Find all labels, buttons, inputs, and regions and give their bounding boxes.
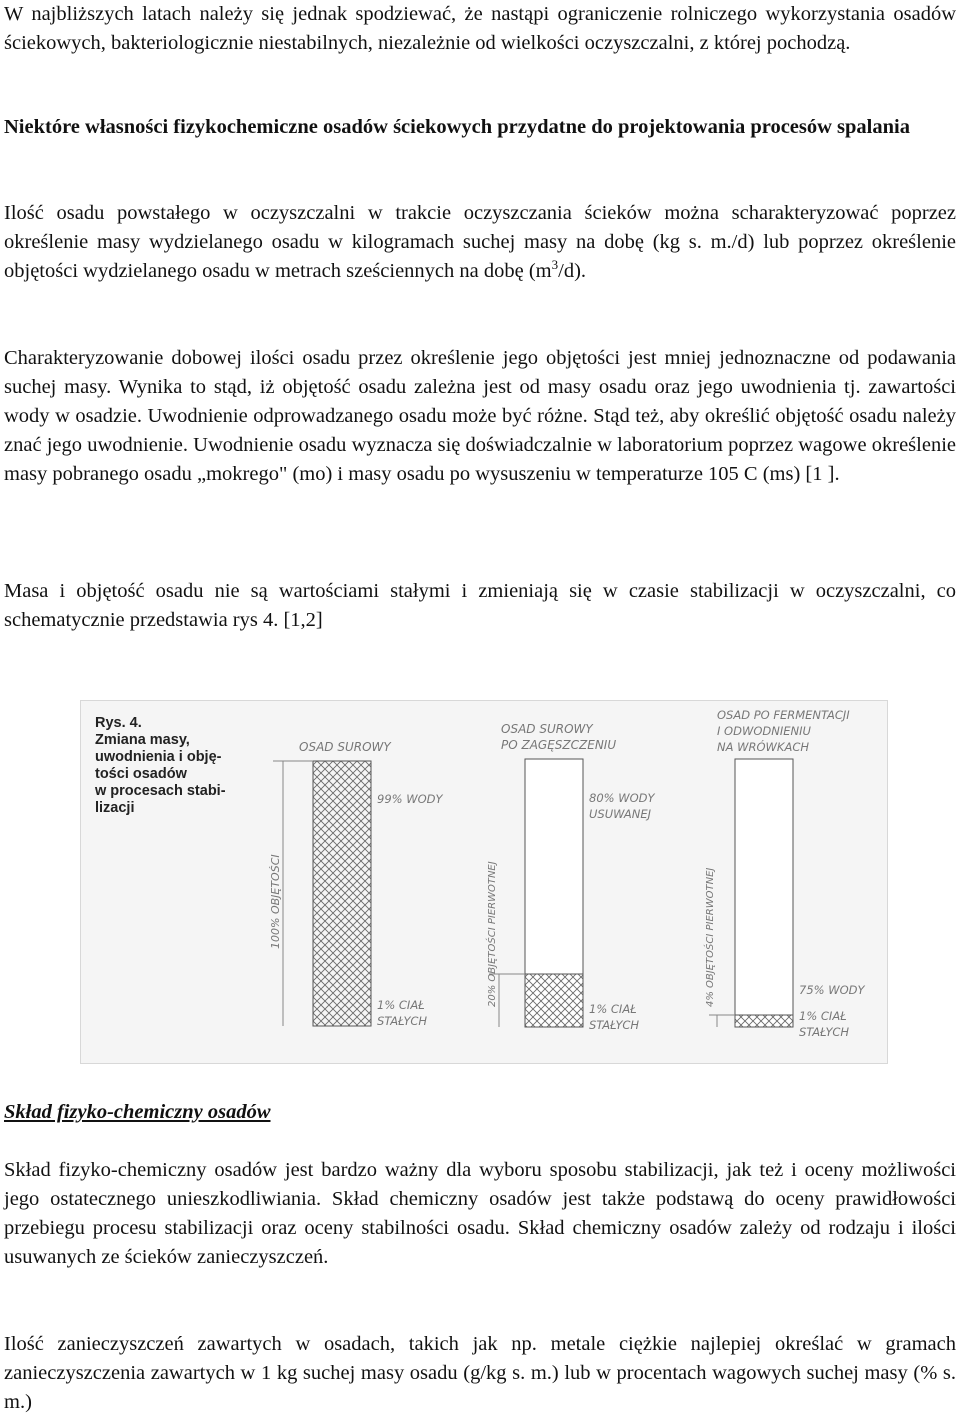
column3-outline — [735, 759, 793, 1027]
column3-bar — [735, 1015, 793, 1027]
paragraph-composition: Skład fizyko-chemiczny osadów jest bardzo ważny dla wyboru sposobu stabilizacji, jak też i oceny możliwości jego ostatecznego unieszkodliwiania. Skład chemiczny osadów jest także podstawą do oceny prawidłowości przebiegu procesu stabilizacji oraz oceny stabilności osadu. Skład chemiczny osadów zależy od rodzaju i ilości usuwanych ze ścieków zanieczyszczeń. — [4, 1159, 956, 1268]
paragraph-sludge-quantity — [4, 199, 956, 286]
column3-solids-label: STAŁYCH — [799, 1025, 849, 1039]
column3-title: NA WRÓWKACH — [717, 740, 809, 754]
column2-volume-label: 20% OBJĘTOŚCI PIERWOTNEJ — [487, 861, 498, 1007]
paragraph-intro: W najbliższych latach należy się jednak spodziewać, że nastąpi ograniczenie rolniczego wykorzystania osadów ściekowych, bakteriologicznie niestabilnych, niezależnie od wielkości oczyszczalni, z której pochodzą. — [4, 3, 956, 54]
figure-caption-line: uwodnienia i obję- — [95, 749, 222, 765]
figure-caption-line: w procesach stabi- — [95, 783, 226, 799]
figure-caption-line: Zmiana masy, — [95, 732, 190, 748]
column1-solids-label: STAŁYCH — [377, 1014, 427, 1028]
column2-solids-label: 1% CIAŁ — [589, 1002, 637, 1016]
column2-solids-label: STAŁYCH — [589, 1018, 639, 1032]
column2-title: PO ZAGĘSZCZENIU — [501, 738, 617, 752]
column2-bar — [525, 974, 583, 1027]
column1-title: OSAD SUROWY — [299, 740, 391, 754]
column3-solids-label: 1% CIAŁ — [799, 1009, 847, 1023]
paragraph-sludge-quantity-end: /d). — [558, 260, 587, 282]
column1-volume-label: 100% OBJĘTOŚCI — [269, 854, 282, 949]
figure-caption-line: lizacji — [95, 800, 135, 816]
paragraph-contaminants: Ilość zanieczyszczeń zawartych w osadach, takich jak np. metale ciężkie najlepiej określać w gramach zanieczyszczenia zawartych w 1 kg suchej masy osadu (g/kg s. m.) lub w procentach wagowych suchej masy (% s. m.) — [4, 1333, 956, 1413]
column1-solids-label: 1% CIAŁ — [377, 998, 425, 1012]
heading-properties: Niektóre własności fizykochemiczne osadów ściekowych przydatne do projektowania procesów spalania — [4, 116, 910, 138]
column2-water-label: 80% WODY — [589, 791, 655, 805]
superscript-three: 3 — [551, 257, 559, 272]
paragraph-sludge-quantity-text: Ilość osadu powstałego w oczyszczalni w trakcie oczyszczania ścieków można scharakteryzować poprzez określenie masy wydzielanego osadu w kilogramach suchej masy na dobę (kg s. m./d) lub poprzez określenie objętości wydzielanego osadu w metrach sześciennych na dobę (m — [4, 202, 956, 282]
figure-caption-line: Rys. 4. — [95, 715, 142, 731]
figure-rys4 — [80, 700, 888, 1064]
column1-water-label: 99% WODY — [377, 792, 443, 806]
column1-bar — [313, 761, 371, 1026]
column2-title: OSAD SUROWY — [501, 722, 593, 736]
column2-water-label: USUWANEJ — [589, 807, 652, 821]
section-heading-composition: Skład fizyko-chemiczny osadów — [4, 1101, 271, 1123]
column3-title: OSAD PO FERMENTACJI — [717, 708, 850, 722]
column3-title: I ODWODNIENIU — [717, 724, 811, 738]
column3-volume-label: 4% OBJĘTOŚCI PIERWOTNEJ — [705, 867, 716, 1007]
figure-caption-line: tości osadów — [95, 766, 187, 782]
paragraph-volume-characterization: Charakteryzowanie dobowej ilości osadu przez określenie jego objętości jest mniej jednoznaczne od podawania suchej masy. Wynika to stąd, iż objętość osadu zależna jest od masy osadu oraz jego uwodnienia tj. zawartości wody w osadzie. Uwodnienie odprowadzanego osadu może być różne. Stąd też, aby określić objętość osadu należy znać jego uwodnienie. Uwodnienie osadu wyznacza się doświadczalnie w laboratorium poprzez wagowe określenie masy pobranego osadu „mokrego" (mo) i masy osadu po wysuszeniu w temperaturze 105 C (ms) [1 ]. — [4, 347, 956, 485]
column3-water-label: 75% WODY — [799, 983, 865, 997]
paragraph-mass-volume: Masa i objętość osadu nie są wartościami stałymi i zmieniają się w czasie stabilizacji w oczyszczalni, co schematycznie przedstawia rys 4. [1,2] — [4, 580, 956, 631]
sludge-diagram — [81, 701, 887, 1063]
